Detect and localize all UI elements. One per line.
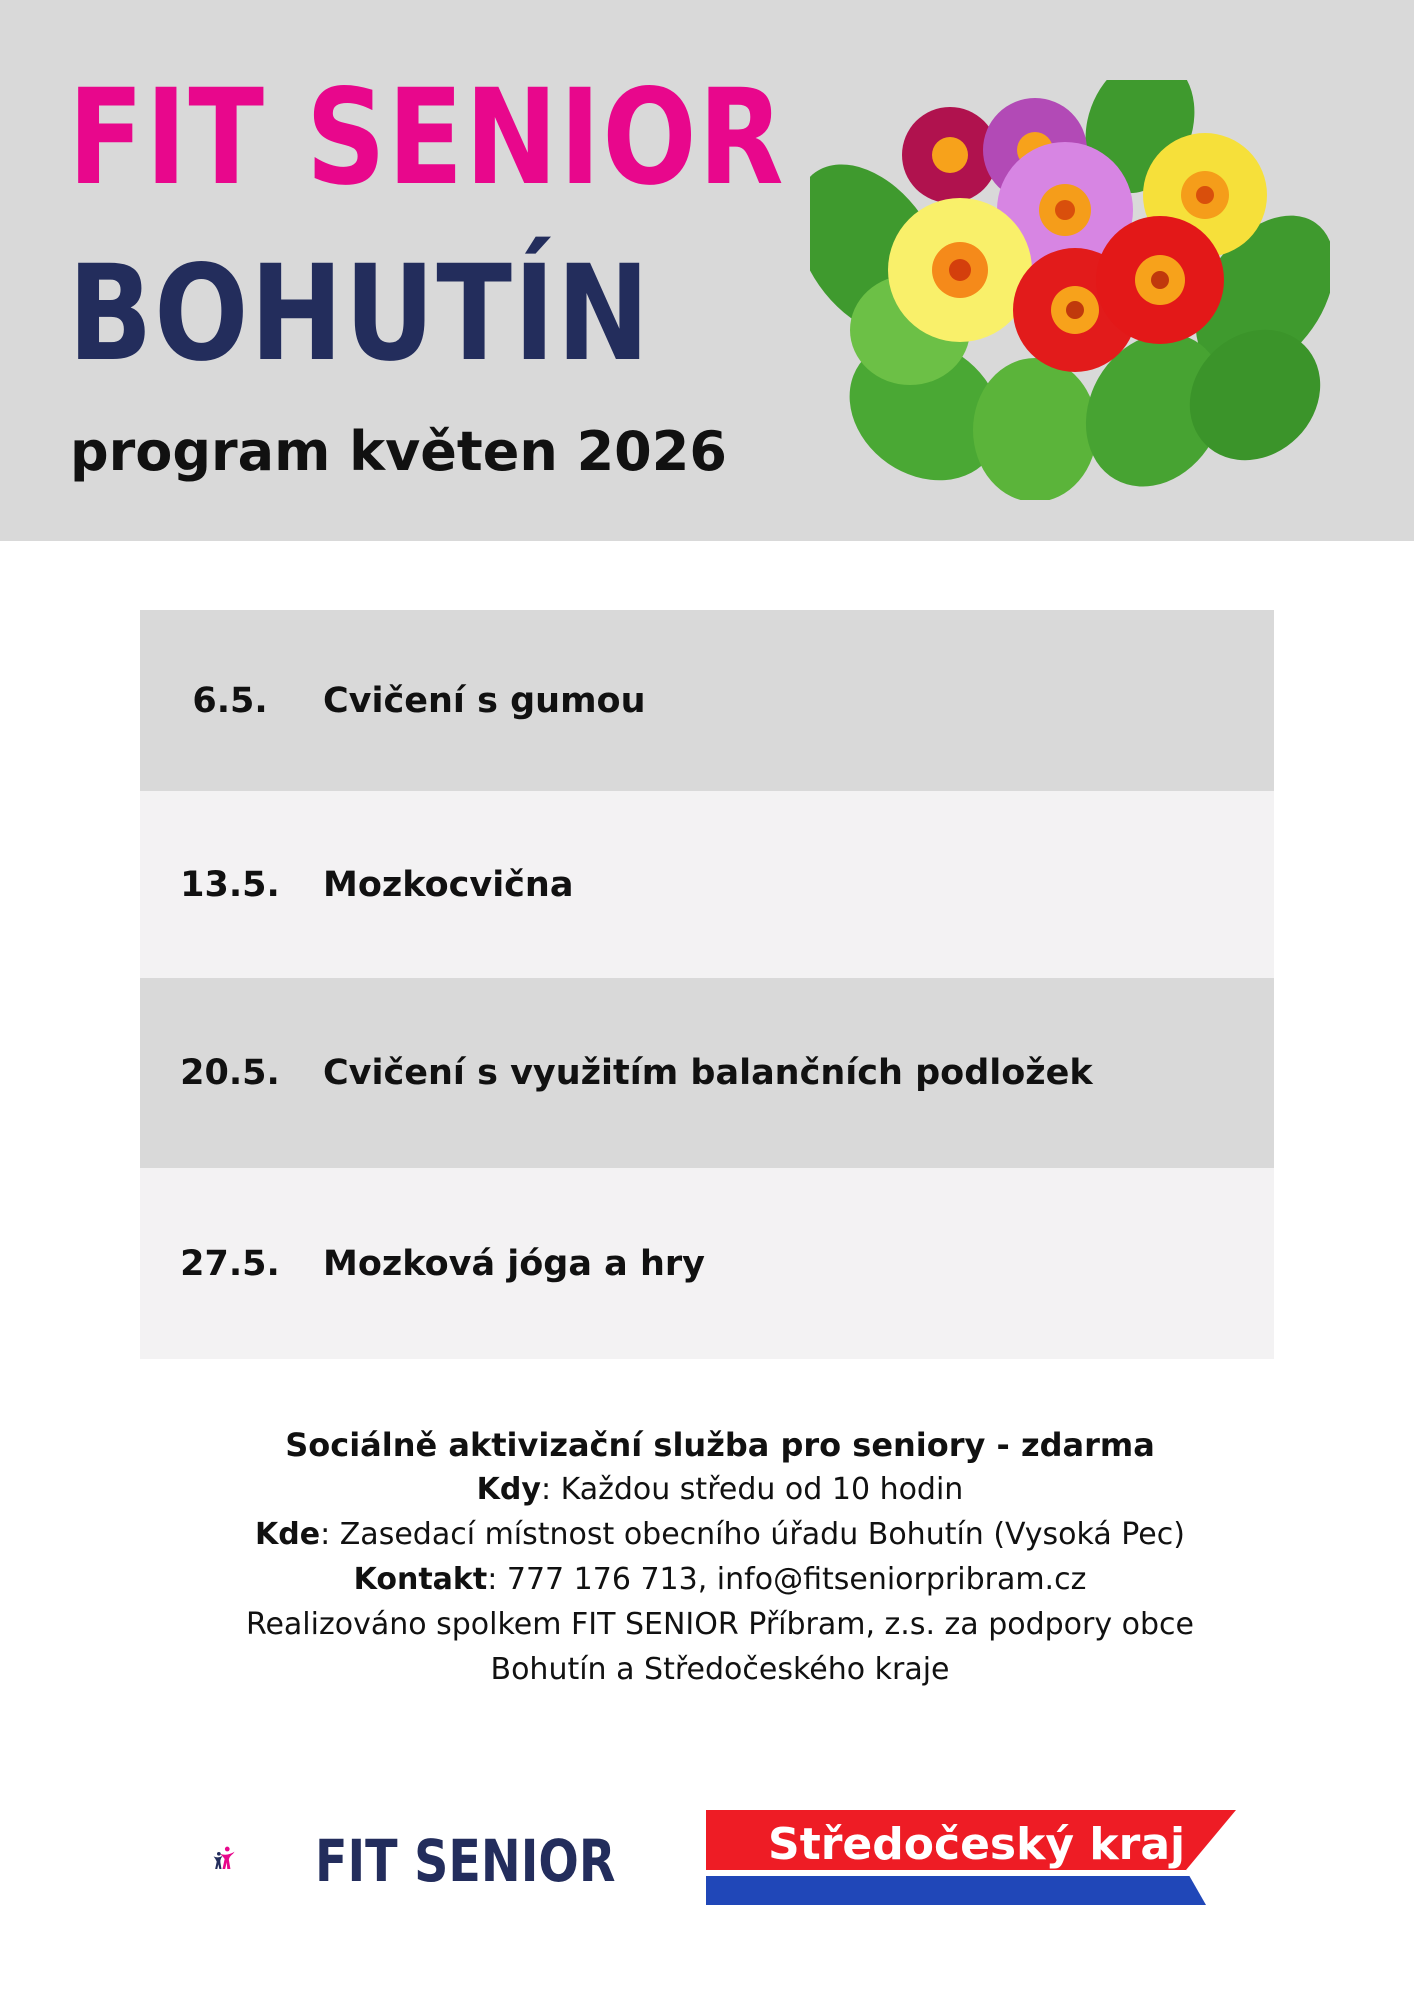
contact-value: : 777 176 713, info@fitseniorpribram.cz [487,1562,1087,1597]
contact-line [0,1557,1414,1602]
program-subtitle: program květen 2026 [70,420,727,483]
service-headline: Sociálně aktivizační služba pro seniory - zdarma [285,1426,1155,1464]
when-line [0,1467,1414,1512]
event-activity: Cvičení s využitím balančních podložek [323,1053,1093,1093]
schedule-row [140,610,1274,791]
contact-label: Kontakt [353,1562,488,1597]
event-activity: Cvičení s gumou [323,680,646,721]
info-block [0,1423,1414,1692]
credit-line: Realizováno spolkem FIT SENIOR Příbram, z.s. za podpory obce [245,1607,1195,1642]
event-activity: Mozková jóga a hry [323,1243,705,1284]
fit-senior-logo-text: FIT SENIOR [315,1827,616,1895]
fit-senior-logo [212,1812,312,1904]
primrose-flowers-image [810,80,1330,500]
when-label: Kdy [476,1472,541,1507]
program-schedule [140,610,1274,1359]
schedule-row [140,978,1274,1168]
page-title: FIT SENIOR [68,61,786,215]
page-title-location: BOHUTÍN [68,237,652,391]
event-activity: Mozkocvična [323,864,574,905]
event-date: 13.5. [180,864,280,905]
where-label: Kde [255,1517,321,1552]
event-date: 6.5. [192,680,268,721]
people-icon [214,1847,235,1869]
event-date: 27.5. [180,1243,280,1284]
where-line [0,1512,1414,1557]
event-date: 20.5. [180,1053,280,1093]
when-value: : Každou středu od 10 hodin [540,1472,964,1507]
schedule-row [140,791,1274,978]
credit-line: Bohutín a Středočeského kraje [490,1652,950,1687]
where-value: : Zasedací místnost obecního úřadu Bohutín (Vysoká Pec) [320,1517,1185,1552]
schedule-row [140,1168,1274,1359]
stredocesky-kraj-logo-text: Středočeský kraj [768,1819,1186,1870]
